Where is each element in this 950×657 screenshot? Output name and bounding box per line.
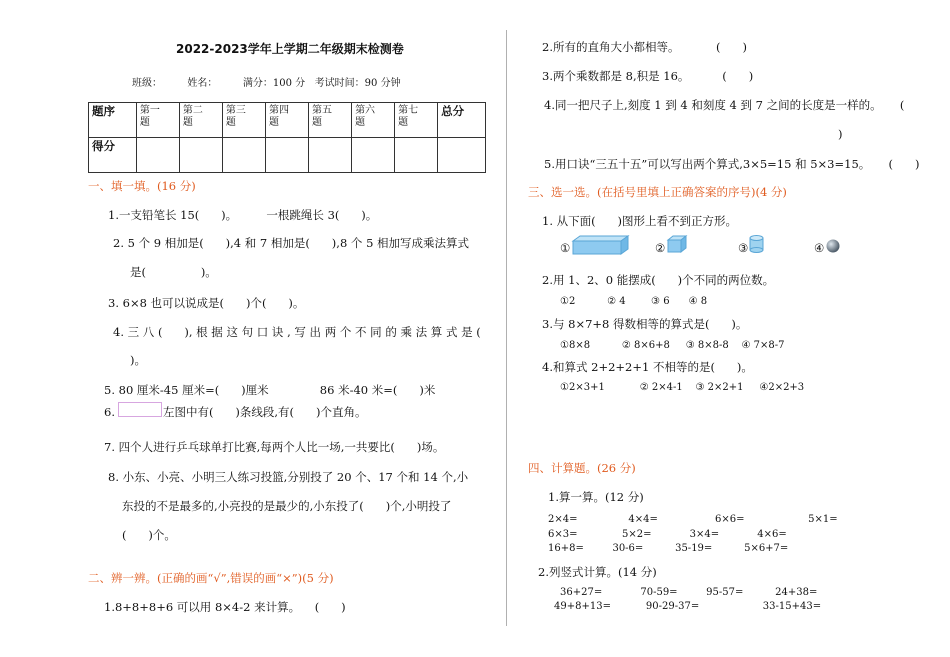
cuboid-icon [571,234,631,256]
option-label: ③ [738,241,749,255]
question: 2.所有的直角大小都相等。 ( ) [542,40,747,54]
question: 东投的不是最多的,小亮投的是最少的,小东投了( )个,小明投了 [122,499,452,513]
score-input-cell[interactable] [309,138,352,173]
question: 4.和算式 2+2+2+1 不相等的是( )。 [542,360,753,374]
table-cell: 第七 题 [395,103,438,138]
question-options: ①2 ② 4 ③ 6 ④ 8 [560,296,708,307]
figure-placeholder [118,402,162,417]
score-input-cell[interactable] [136,138,179,173]
question-options: ①8×8 ② 8×6+8 ③ 8×8-8 ④ 7×8-7 [560,340,785,351]
score-input-cell[interactable] [222,138,265,173]
question: 3. 6×8 也可以说成是( )个( )。 [108,296,305,310]
option-label: ① [560,241,571,255]
score-table-score-row [89,138,486,173]
table-cell: 第一 题 [136,103,179,138]
question: 4.同一把尺子上,刻度 1 到 4 和刻度 4 到 7 之间的长度是一样的。 ( [544,98,905,112]
question: 8. 小东、小亮、小明三人练习投篮,分别投了 20 个、17 个和 14 个,小 [108,470,469,484]
question: 1. 从下面( )图形上看不到正方形。 [542,214,738,228]
cube-icon [666,234,690,254]
score-input-cell[interactable] [395,138,438,173]
question-options: ①2×3+1 ② 2×4-1 ③ 2×2+1 ④2×2+3 [560,382,805,393]
question-number: 6. [104,405,115,419]
question: 3.两个乘数都是 8,积是 16。 ( ) [542,69,754,83]
exam-info: 班级： 姓名： 满分：100 分 考试时间：90 分钟 [132,78,401,89]
score-table [88,102,486,173]
score-table-header-row [89,103,486,138]
table-cell: 第五 题 [309,103,352,138]
calc-row: 2×4= 4×4= 6×6= 5×1= [548,514,838,525]
question: 2. 5 个 9 相加是( ),4 和 7 相加是( ),8 个 5 相加写成乘法算式 [113,236,470,250]
option-label: ④ [814,241,825,255]
question: 5.用口诀“三五十五”可以写出两个算式,3×5=15 和 5×3=15。 ( ) [544,157,920,171]
table-cell: 第二 题 [179,103,222,138]
score-input-cell[interactable] [352,138,395,173]
question: 1.8+8+8+6 可以用 8×4-2 来计算。 ( ) [104,600,346,614]
question: 1.一支铅笔长 15( )。 一根跳绳长 3( )。 [108,208,378,222]
calc-row: 16+8= 30-6= 35-19= 5×6+7= [548,543,789,554]
section-heading: 二、辨一辨。(正确的画“√”,错误的画“×”)(5 分) [88,571,334,585]
question: ) [838,127,843,141]
option-label: ② [655,241,666,255]
calc-row: 49+8+13= 90-29-37= 33-15+43= [554,601,822,612]
question: 4. 三 八 ( ), 根 据 这 句 口 诀 , 写 出 两 个 不 同 的 乘 法 算 式 是 ( [113,325,481,339]
calc-row: 6×3= 5×2= 3×4= 4×6= [548,529,787,540]
table-cell: 得分 [89,138,137,173]
section-heading: 三、选一选。(在括号里填上正确答案的序号)(4 分) [528,185,787,199]
sphere-icon [825,238,841,254]
table-cell: 第六 题 [352,103,395,138]
section-heading: 一、填一填。(16 分) [88,179,196,193]
question: 5. 80 厘米-45 厘米=( )厘米 86 米-40 米=( )米 [104,383,436,397]
sub-question: 1.算一算。(12 分) [548,490,644,504]
page-title: 2022-2023学年上学期二年级期末检测卷 [176,42,404,56]
table-cell: 第三 题 [222,103,265,138]
question: 7. 四个人进行乒乓球单打比赛,每两个人比一场,一共要比( )场。 [104,440,445,454]
section-heading: 四、计算题。(26 分) [528,461,636,475]
calc-row: 36+27= 70-59= 95-57= 24+38= [560,587,818,598]
column-divider [506,30,507,626]
sub-question: 2.列竖式计算。(14 分) [538,565,657,579]
question: 2.用 1、2、0 能摆成( )个不同的两位数。 [542,273,775,287]
score-input-cell[interactable] [179,138,222,173]
question: 左图中有( )条线段,有( )个直角。 [163,405,367,419]
question: )。 [130,353,146,367]
score-input-cell[interactable] [438,138,486,173]
score-input-cell[interactable] [265,138,308,173]
table-cell: 第四 题 [265,103,308,138]
question: 是( )。 [130,265,217,279]
question: ( )个。 [122,528,176,542]
cylinder-icon [749,235,765,255]
table-cell: 总分 [438,103,486,138]
table-cell: 题序 [89,103,137,138]
question: 3.与 8×7+8 得数相等的算式是( )。 [542,317,748,331]
